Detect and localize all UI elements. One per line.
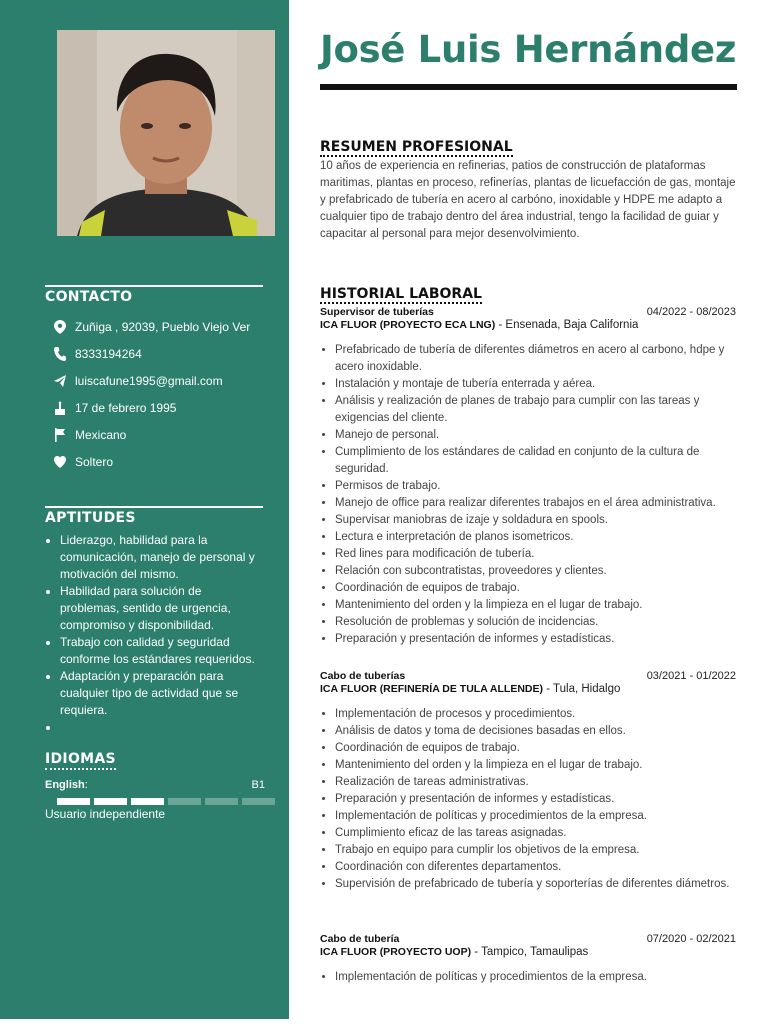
- task-item: • Coordinación con diferentes departamentos.: [335, 859, 736, 876]
- sidebar: [0, 0, 289, 1019]
- task-item: • Lectura e interpretación de planos isometricos.: [335, 529, 736, 546]
- task-item: • Red lines para modificación de tubería.: [335, 546, 736, 563]
- history-title: HISTORIAL LABORAL: [320, 286, 482, 302]
- contact-section: [45, 285, 263, 475]
- language-level-bar: [57, 798, 275, 805]
- job-company: ICA FLUOR (PROYECTO ECA LNG) - Ensenada, Baja California: [320, 319, 639, 331]
- skill-item: • Habilidad para solución de problemas, sentido de urgencia, compromiso y disponibilidad.: [60, 583, 263, 634]
- task-item: • Supervisión de prefabricado de tubería y soporterías de diferentes diámetros.: [335, 876, 736, 893]
- job-dates: 03/2021 - 01/2022: [646, 670, 736, 682]
- language-level-text: Usuario independiente: [45, 807, 166, 821]
- task-item: • Realización de tareas administrativas.: [335, 774, 736, 791]
- languages-section: [45, 750, 116, 768]
- skill-item: • Trabajo con calidad y seguridad conforme los estándares requeridos.: [60, 634, 263, 668]
- job-entry: [320, 933, 736, 986]
- job-tasks: [320, 969, 736, 986]
- task-item: • Cumplimiento de los estándares de calidad en conjunto de la cultura de seguridad.: [335, 444, 736, 478]
- task-item: • Trabajo en equipo para cumplir los objetivos de la empresa.: [335, 842, 736, 859]
- task-item: • Preparación y presentación de informes y estadísticas.: [335, 631, 736, 648]
- flag-icon: [45, 428, 75, 442]
- task-item: • Manejo de personal.: [335, 427, 736, 444]
- task-item: • Preparación y presentación de informes y estadísticas.: [335, 791, 736, 808]
- language-level-segment: [94, 798, 127, 805]
- task-item: • Prefabricado de tubería de diferentes diámetros en acero al carbono, hdpe y acero inoxidable.: [335, 342, 736, 376]
- job-company: ICA FLUOR (PROYECTO UOP) - Tampico, Tamaulipas: [320, 946, 589, 958]
- skill-item: • Adaptación y preparación para cualquier tipo de actividad que se requiera.: [60, 668, 263, 719]
- skill-item: [60, 719, 263, 736]
- job-role: Supervisor de tuberías: [320, 306, 434, 318]
- candidate-name: José Luis Hernández: [320, 28, 737, 71]
- language-row: English: B1: [45, 779, 265, 791]
- task-item: • Supervisar maniobras de izaje y soldadura en spools.: [335, 512, 736, 529]
- task-item: • Coordinación de equipos de trabajo.: [335, 580, 736, 597]
- job-tasks: [320, 706, 736, 893]
- task-item: • Coordinación de equipos de trabajo.: [335, 740, 736, 757]
- job-tasks: [320, 342, 736, 648]
- contact-nationality-text: Mexicano: [75, 427, 127, 442]
- task-item: • Mantenimiento del orden y la limpieza en el lugar de trabajo.: [335, 597, 736, 614]
- language-level-segment: [205, 798, 238, 805]
- task-item: • Implementación de procesos y procedimientos.: [335, 706, 736, 723]
- location-icon: [45, 320, 75, 334]
- send-icon: [45, 374, 75, 388]
- contact-phone: [45, 340, 263, 367]
- contact-phone-text: 8333194264: [75, 346, 142, 361]
- contact-address-text: Zuñiga , 92039, Pueblo Viejo Ver: [75, 319, 251, 334]
- language-level-segment: [168, 798, 201, 805]
- contact-status: [45, 448, 263, 475]
- skills-section: [45, 506, 263, 736]
- skills-list: [45, 532, 263, 736]
- heart-icon: [45, 455, 75, 469]
- language-level-segment: [57, 798, 90, 805]
- task-item: • Cumplimiento eficaz de las tareas asignadas.: [335, 825, 736, 842]
- task-item: • Análisis de datos y toma de decisiones basadas en ellos.: [335, 723, 736, 740]
- profile-photo: [57, 30, 275, 236]
- contact-email: [45, 367, 263, 394]
- contact-list: [45, 313, 263, 475]
- task-item: • Implementación de políticas y procedimientos de la empresa.: [335, 808, 736, 825]
- task-item: • Resolución de problemas y solución de incidencias.: [335, 614, 736, 631]
- contact-status-text: Soltero: [75, 454, 114, 469]
- contact-birthday: [45, 394, 263, 421]
- task-item: • Manejo de office para realizar diferentes trabajos en el área administrativa.: [335, 495, 736, 512]
- task-item: • Mantenimiento del orden y la limpieza en el lugar de trabajo.: [335, 757, 736, 774]
- summary-title: RESUMEN PROFESIONAL: [320, 139, 513, 155]
- job-company: ICA FLUOR (REFINERÍA DE TULA ALLENDE) - Tula, Hidalgo: [320, 683, 621, 695]
- language-level-code: B1: [251, 779, 265, 791]
- job-entry: [320, 306, 736, 648]
- language-level-segment: [131, 798, 164, 805]
- name-divider: [320, 84, 737, 90]
- job-role: Cabo de tubería: [320, 933, 400, 945]
- task-item: • Análisis y realización de planes de trabajo para cumplir con las tareas y exigencias del cliente.: [335, 393, 736, 427]
- skill-item: • Liderazgo, habilidad para la comunicación, manejo de personal y motivación del mismo.: [60, 532, 263, 583]
- task-item: • Permisos de trabajo.: [335, 478, 736, 495]
- languages-title: IDIOMAS: [45, 751, 116, 770]
- summary-text: 10 años de experiencia en refinerias, patios de construcción de plataformas maritimas, plantas en proceso, refinerías, plantas de licuefacción de gas, montaje y prefabricado de tubería en acero al carbóno, inoxidable y HDPE me adapto a cualquier tipo de trabajo dentro del área industrial, tengo la facilidad de guiar y capacitar al personal para mejor desenvolvimiento.: [320, 160, 736, 240]
- contact-address: [45, 313, 263, 340]
- skills-divider: [45, 506, 263, 508]
- job-entry: [320, 670, 736, 893]
- contact-title: CONTACTO: [45, 289, 133, 305]
- task-item: • Implementación de políticas y procedimientos de la empresa.: [335, 969, 736, 986]
- contact-divider: [45, 285, 263, 287]
- language-name: English: [45, 779, 85, 791]
- task-item: • Relación con subcontratistas, proveedores y clientes.: [335, 563, 736, 580]
- language-level-segment: [242, 798, 275, 805]
- contact-nationality: [45, 421, 263, 448]
- task-item: • Instalación y montaje de tubería enterrada y aérea.: [335, 376, 736, 393]
- contact-birthday-text: 17 de febrero 1995: [75, 400, 177, 415]
- cake-icon: [45, 401, 75, 415]
- contact-email-text[interactable]: luiscafune1995@gmail.com: [75, 373, 223, 388]
- skills-title: APTITUDES: [45, 510, 136, 526]
- phone-icon: [45, 347, 75, 361]
- job-dates: 07/2020 - 02/2021: [646, 933, 736, 945]
- job-role: Cabo de tuberías: [320, 670, 406, 682]
- job-dates: 04/2022 - 08/2023: [646, 306, 736, 318]
